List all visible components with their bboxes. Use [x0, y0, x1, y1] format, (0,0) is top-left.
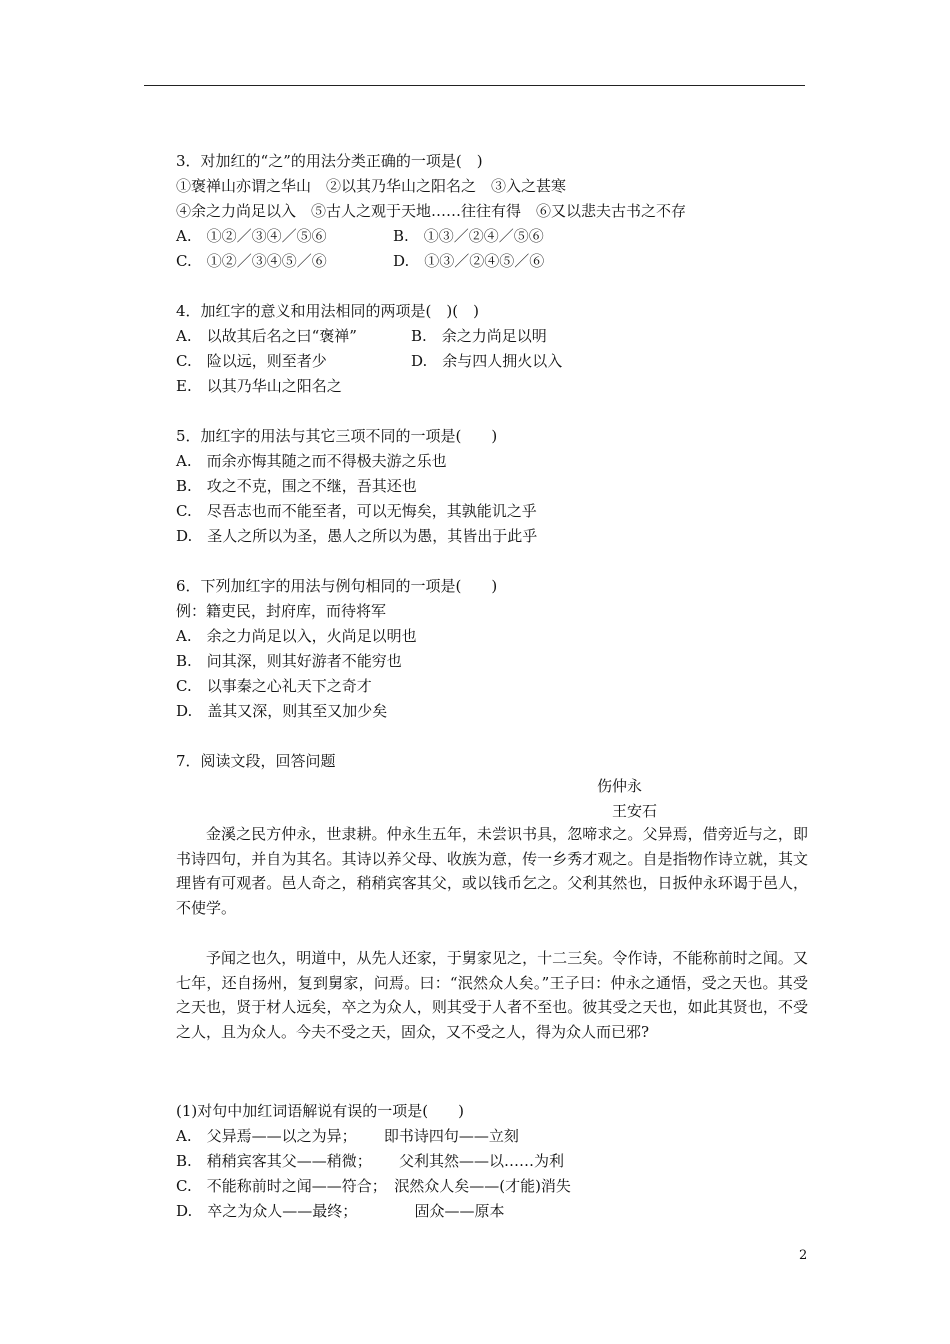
- q6-option-d: D. 盖其又深，则其至又加少矣: [176, 702, 388, 720]
- q5-option-c: C. 尽吾志也而不能至者，可以无悔矣，其孰能讥之乎: [176, 502, 537, 520]
- q3-items-line1: ①褒禅山亦谓之华山 ②以其乃华山之阳名之 ③入之甚寒: [176, 177, 567, 195]
- q3-option-d: D. ①③／②④⑤／⑥: [393, 252, 545, 270]
- q7-sub1-stem: (1)对句中加红词语解说有误的一项是( ): [176, 1102, 464, 1120]
- q5-option-a: A. 而余亦悔其随之而不得极夫游之乐也: [176, 452, 447, 470]
- q5-option-d: D. 圣人之所以为圣，愚人之所以为愚，其皆出于此乎: [176, 527, 538, 545]
- q6-option-a: A. 余之力尚足以入，火尚足以明也: [176, 627, 417, 645]
- q4-stem: 4．加红字的意义和用法相同的两项是( )( ): [176, 302, 479, 320]
- q4-option-e: E. 以其乃华山之阳名之: [176, 377, 342, 395]
- q7-sub1-option-d: D. 卒之为众人——最终； 固众——原本: [176, 1202, 505, 1220]
- q5-stem: 5．加红字的用法与其它三项不同的一项是( ): [176, 427, 498, 445]
- passage-title: 伤仲永: [597, 777, 643, 795]
- q7-sub1-option-c: C. 不能称前时之闻——符合； 泯然众人矣——(才能)消失: [176, 1177, 571, 1195]
- q3-option-a: A. ①②／③④／⑤⑥: [176, 227, 327, 245]
- q5-option-b: B. 攻之不克，围之不继，吾其还也: [176, 477, 417, 495]
- q6-option-c: C. 以事秦之心礼天下之奇才: [176, 677, 372, 695]
- q4-option-c: C. 险以远，则至者少: [176, 352, 327, 370]
- q6-stem: 6．下列加红字的用法与例句相同的一项是( ): [176, 577, 498, 595]
- q7-sub1-option-a: A. 父异焉——以之为异； 即书诗四句——立刻: [176, 1127, 519, 1145]
- q4-option-a: A. 以故其后名之曰“褒禅”: [176, 327, 357, 345]
- passage-paragraph-1: 金溪之民方仲永，世隶耕。仲永生五年，未尝识书具，忽啼求之。父异焉，借旁近与之，即书诗四句，并自为其名。其诗以养父母、收族为意，传一乡秀才观之。自是指物作诗立就，其文理皆有可观者。邑人奇之，稍稍宾客其父，或以钱币乞之。父利其然也，日扳仲永环谒于邑人，不使学。: [176, 825, 808, 917]
- q6-option-b: B. 问其深，则其好游者不能穷也: [176, 652, 402, 670]
- q6-example: 例：籍吏民，封府库，而待将军: [176, 602, 387, 620]
- header-rule: [144, 85, 805, 86]
- q7-sub1-option-b: B. 稍稍宾客其父——稍微； 父利其然——以……为利: [176, 1152, 565, 1170]
- q3-stem: 3．对加红的“之”的用法分类正确的一项是( ): [176, 152, 483, 170]
- passage-paragraph-2: 予闻之也久，明道中，从先人还家，于舅家见之，十二三矣。令作诗，不能称前时之闻。又七年，还自扬州，复到舅家，问焉。曰：“泯然众人矣。”王子曰：仲永之通悟，受之天也。其受之天也，贤于材人远矣，卒之为众人，则其受于人者不至也。彼其受之天也，如此其贤也，不受之人，且为众人。今夫不受之天，固众，又不受之人，得为众人而已邪?: [176, 949, 808, 1041]
- page-number: 2: [799, 1248, 808, 1263]
- q3-option-b: B. ①③／②④／⑤⑥: [393, 227, 544, 245]
- q4-option-d: D. 余与四人拥火以入: [411, 352, 563, 370]
- q7-stem: 7．阅读文段，回答问题: [176, 752, 336, 770]
- q4-option-b: B. 余之力尚足以明: [411, 327, 547, 345]
- passage-author: 王安石: [612, 802, 658, 820]
- q3-items-line2: ④余之力尚足以入 ⑤古人之观于天地……往往有得 ⑥又以悲夫古书之不存: [176, 202, 687, 220]
- q3-option-c: C. ①②／③④⑤／⑥: [176, 252, 327, 270]
